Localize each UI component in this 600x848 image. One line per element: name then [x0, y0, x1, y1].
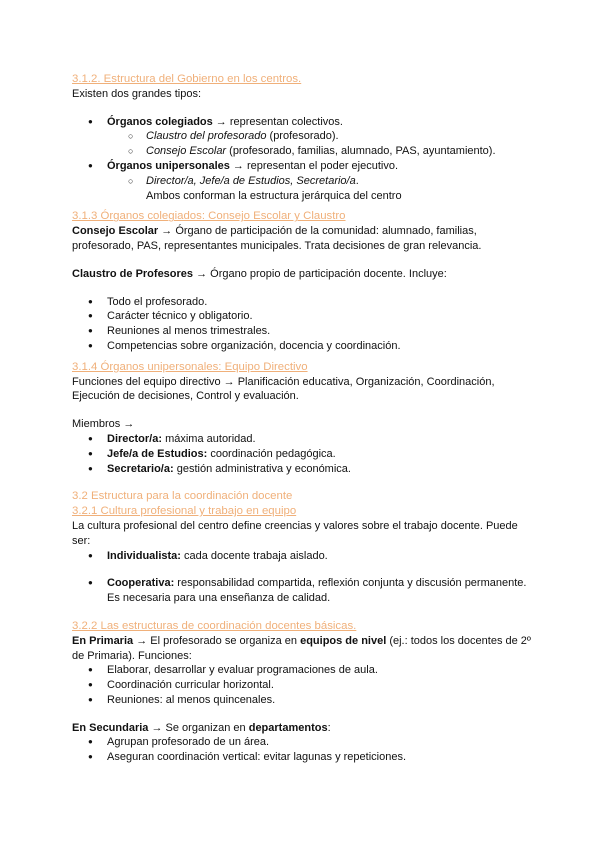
paragraph: Claustro de Profesores → Órgano propio de participación docente. Incluye:: [72, 267, 447, 280]
list-item: ● Órganos colegiados → representan colectivos.: [72, 115, 532, 130]
list-item: ● Competencias sobre organización, docencia y coordinación.: [72, 339, 532, 354]
list-item: ● Individualista: cada docente trabaja aislado.: [72, 549, 532, 564]
bullet-list: [72, 432, 532, 476]
list-item: ● Cooperativa: responsabilidad compartida, reflexión conjunta y discusión permanente. Es necesaria para una enseñanza de calidad.: [72, 576, 532, 606]
list-item: ○ Director/a, Jefe/a de Estudios, Secretario/a.: [72, 174, 532, 189]
paragraph: Consejo Escolar → Órgano de participación de la comunidad: alumnado, familias, profesorado, PAS, representantes municipales. Trata decisiones de gran relevancia.: [72, 225, 482, 252]
list-item: ● Carácter técnico y obligatorio.: [72, 309, 532, 324]
list-item: ● Aseguran coordinación vertical: evitar lagunas y repeticiones.: [72, 750, 532, 765]
section-heading-312: 3.1.2. Estructura del Gobierno en los centros.: [72, 73, 302, 85]
bullet-list: [72, 576, 532, 606]
list-item: ● Todo el profesorado.: [72, 295, 532, 310]
bullet-list: [72, 115, 532, 204]
bullet-list: [72, 295, 532, 354]
bullet-list: [72, 663, 532, 707]
bullet-list: [72, 735, 532, 765]
list-item: ○ Consejo Escolar (profesorado, familias, alumnado, PAS, ayuntamiento).: [72, 144, 532, 159]
list-item: ● Director/a: máxima autoridad.: [72, 432, 532, 447]
paragraph: En Secundaria → Se organizan en departamentos:: [72, 721, 331, 734]
list-item: ● Reuniones: al menos quincenales.: [72, 693, 532, 708]
list-item: ● Elaborar, desarrollar y evaluar programaciones de aula.: [72, 663, 532, 678]
section-heading-322: 3.2.2 Las estructuras de coordinación docentes básicas.: [72, 619, 357, 632]
list-item: ● Secretario/a: gestión administrativa y económica.: [72, 462, 532, 477]
list-item: ● Reuniones al menos trimestrales.: [72, 324, 532, 339]
section-heading-314: 3.1.4 Órganos unipersonales: Equipo Directivo: [72, 360, 308, 373]
list-item: ○ Claustro del profesorado (profesorado).: [72, 129, 532, 144]
paragraph: La cultura profesional del centro define creencias y valores sobre el trabajo docente. Puede ser:: [72, 519, 518, 547]
paragraph: Funciones del equipo directivo → Planificación educativa, Organización, Coordinación, Ejecución de decisiones, Control y evaluación.: [72, 375, 495, 403]
paragraph: Miembros →: [72, 418, 135, 431]
bullet-list: [72, 549, 532, 564]
section-heading-313: 3.1.3 Órganos colegiados: Consejo Escolar y Claustro: [72, 210, 346, 223]
paragraph: En Primaria → El profesorado se organiza en equipos de nivel (ej.: todos los docentes de 2º de Primaria). Funciones:: [72, 634, 531, 662]
list-item: ● Coordinación curricular horizontal.: [72, 678, 532, 693]
section-heading-32: 3.2 Estructura para la coordinación docente: [72, 490, 293, 503]
list-item: ● Órganos unipersonales → representan el poder ejecutivo.: [72, 159, 532, 174]
paragraph: Existen dos grandes tipos:: [72, 87, 202, 100]
section-heading-321: 3.2.1 Cultura profesional y trabajo en equipo: [72, 505, 297, 518]
list-item-continuation: Ambos conforman la estructura jerárquica del centro: [146, 189, 402, 202]
list-item: ● Jefe/a de Estudios: coordinación pedagógica.: [72, 447, 532, 462]
document-page: [72, 72, 532, 765]
list-item: ● Agrupan profesorado de un área.: [72, 735, 532, 750]
